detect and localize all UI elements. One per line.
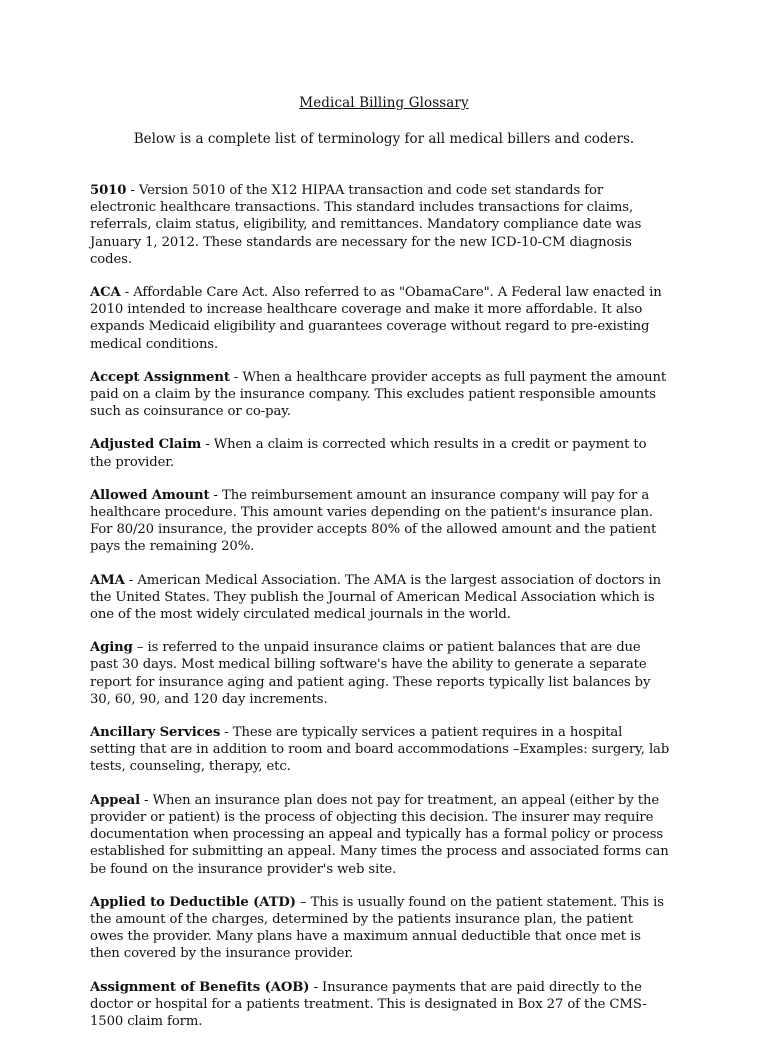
glossary-entry (90, 979, 670, 1031)
glossary-entry (90, 284, 670, 353)
glossary-definition: When a healthcare provider accepts as full payment the amount paid on a claim by the insurance company. This excludes patient responsible amounts such as coinsurance or co-pay. (90, 369, 667, 420)
term-separator: - (209, 487, 222, 503)
term-separator: – (295, 894, 311, 910)
glossary-term: ACA (90, 285, 121, 301)
glossary-entry (90, 894, 670, 963)
glossary-entry (90, 487, 670, 556)
glossary-entry (90, 436, 670, 470)
glossary-term: Appeal (90, 792, 141, 808)
glossary-definition: When an insurance plan does not pay for treatment, an appeal (either by the provider or patient) is the process of objecting this decision. The insurer may require documentation when processing an appeal and typically has a formal policy or process established for submitting an appeal. Many times the process and associated forms can be found on the insurance provider's web site. (90, 792, 669, 877)
glossary-entry (90, 182, 670, 268)
glossary-term: Assignment of Benefits (AOB) (90, 979, 310, 995)
glossary-definition: Version 5010 of the X12 HIPAA transaction and code set standards for electronic healthcare transactions. This standard includes transactions for claims, referrals, claim status, eligibility, and remittances. Mandatory compliance date was January 1, 2012. These standards are necessary for the new ICD-10-CM diagnosis codes. (90, 183, 642, 267)
glossary-list (90, 182, 670, 1046)
glossary-definition: The reimbursement amount an insurance company will pay for a healthcare procedure. This amount varies depending on the patient's insurance plan. For 80/20 insurance, the provider accepts 80% of the allowed amount and the patient pays the remaining 20%. (90, 487, 657, 555)
glossary-term: Ancillary Services (90, 725, 221, 741)
glossary-entry (90, 369, 670, 421)
term-separator: - (309, 979, 322, 995)
term-separator: - (201, 437, 214, 453)
glossary-entry (90, 792, 670, 878)
glossary-term: Applied to Deductible (ATD) (90, 894, 296, 910)
term-separator: – (132, 640, 148, 656)
term-separator: - (140, 792, 153, 808)
glossary-definition: This is usually found on the patient statement. This is the amount of the charges, determined by the patients insurance plan, the patient owes the provider. Many plans have a maximum annual deductible that once met is then covered by the insurance provider. (90, 894, 664, 962)
term-separator: - (126, 183, 139, 198)
glossary-definition: These are typically services a patient requires in a hospital setting that are in addition to room and board accommodations –Examples: surgery, lab tests, counseling, therapy, etc. (90, 725, 670, 775)
glossary-term: 5010 (90, 183, 127, 198)
glossary-term: Aging (90, 640, 133, 656)
term-separator: - (120, 285, 134, 301)
glossary-term: Allowed Amount (90, 487, 210, 503)
term-separator: - (229, 369, 243, 385)
glossary-definition: is referred to the unpaid insurance claims or patient balances that are due past 30 days. Most medical billing software's have the ability to generate a separate report for insurance aging and patient aging. These reports typically list balances by 30, 60, 90, and 120 day increments. (90, 640, 651, 707)
glossary-term: Adjusted Claim (90, 437, 202, 453)
glossary-term: Accept Assignment (90, 369, 230, 385)
glossary-entry (90, 572, 670, 624)
glossary-entry (90, 639, 670, 708)
term-separator: - (124, 572, 138, 588)
page-subtitle: Below is a complete list of terminology for all medical billers and coders. (133, 131, 635, 147)
term-separator: - (220, 725, 233, 741)
glossary-definition: When a claim is corrected which results in a credit or payment to the provider. (90, 437, 647, 470)
glossary-entry (90, 724, 670, 776)
glossary-definition: American Medical Association. The AMA is the largest association of doctors in the United States. They publish the Journal of American Medical Association which is one of the most widely circulated medical journals in the world. (90, 572, 662, 623)
page-title: Medical Billing Glossary (299, 95, 469, 111)
glossary-term: AMA (90, 572, 125, 588)
glossary-definition: Insurance payments that are paid directly to the doctor or hospital for a patients treatment. This is designated in Box 27 of the CMS-1500 claim form. (90, 979, 647, 1029)
glossary-definition: Affordable Care Act. Also referred to as "ObamaCare". A Federal law enacted in 2010 intended to increase healthcare coverage and make it more affordable. It also expands Medicaid eligibility and guarantees coverage without regard to pre-existing medical conditions. (90, 285, 662, 352)
